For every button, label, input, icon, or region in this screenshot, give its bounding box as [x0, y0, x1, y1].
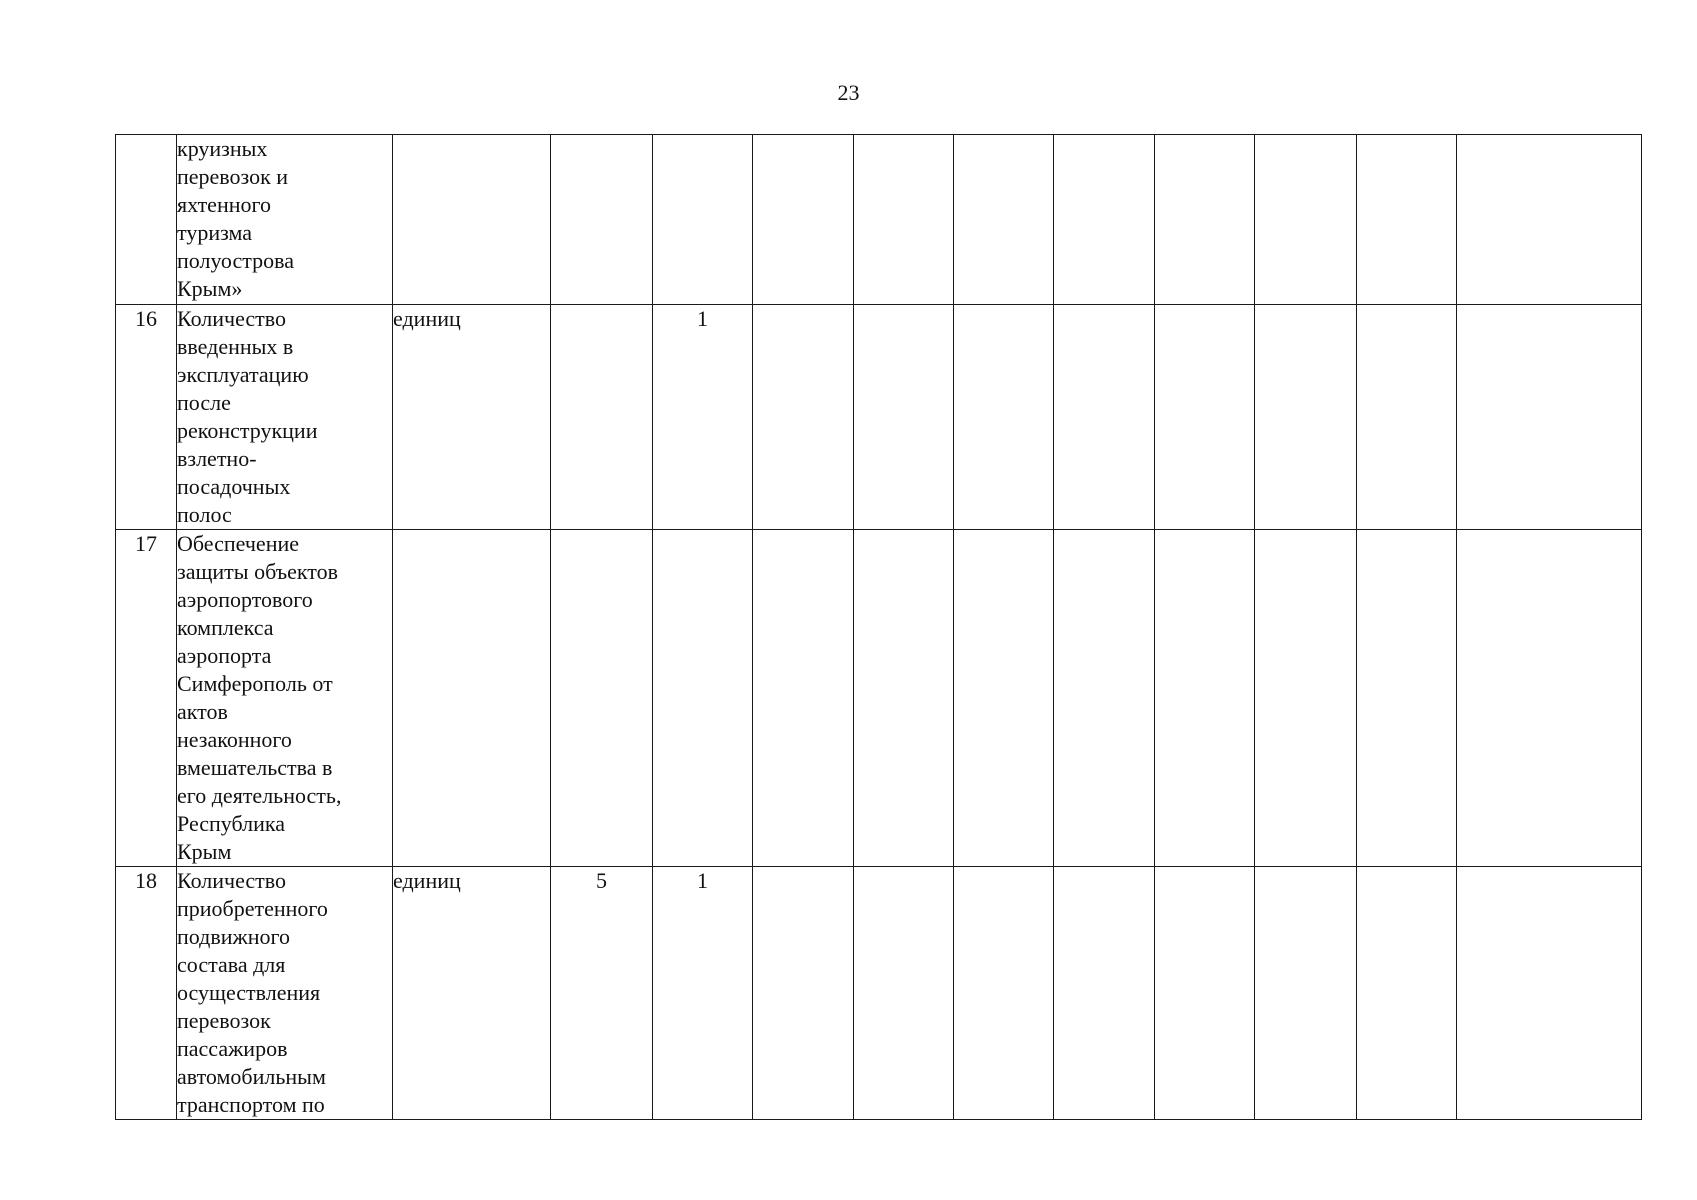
indicator-name: Количество приобретенного подвижного состава для осуществления перевозок пассажиров автомобильным транспортом по	[177, 867, 393, 1120]
empty-cell	[1054, 867, 1155, 1120]
empty-cell	[753, 135, 854, 305]
empty-cell	[854, 867, 954, 1120]
empty-cell	[1457, 867, 1642, 1120]
empty-cell	[1255, 305, 1357, 530]
empty-cell	[1054, 135, 1155, 305]
empty-cell	[1357, 867, 1457, 1120]
indicator-name: круизных перевозок и яхтенного туризма полуострова Крым»	[177, 135, 393, 305]
value-cell: 5	[551, 867, 653, 1120]
empty-cell	[1155, 530, 1255, 867]
empty-cell	[1357, 135, 1457, 305]
empty-cell	[753, 530, 854, 867]
value-cell	[653, 135, 753, 305]
indicator-name: Количество введенных в эксплуатацию после реконструкции взлетно- посадочных полос	[177, 305, 393, 530]
empty-cell	[1457, 135, 1642, 305]
empty-cell	[1357, 530, 1457, 867]
unit-cell	[393, 530, 551, 867]
empty-cell	[1054, 305, 1155, 530]
indicator-table	[115, 134, 1642, 1120]
indicator-name: Обеспечение защиты объектов аэропортового комплекса аэропорта Симферополь от актов незаконного вмешательства в его деятельность, Республика Крым	[177, 530, 393, 867]
value-cell	[551, 530, 653, 867]
row-number: 18	[116, 867, 177, 1120]
value-cell: 1	[653, 305, 753, 530]
value-cell	[551, 305, 653, 530]
row-number	[116, 135, 177, 305]
table-row	[116, 135, 1642, 305]
empty-cell	[1255, 867, 1357, 1120]
unit-cell	[393, 135, 551, 305]
table-row	[116, 305, 1642, 530]
empty-cell	[1255, 135, 1357, 305]
value-cell	[653, 530, 753, 867]
empty-cell	[1357, 305, 1457, 530]
empty-cell	[854, 135, 954, 305]
empty-cell	[1054, 530, 1155, 867]
unit-cell: единиц	[393, 305, 551, 530]
value-cell: 1	[653, 867, 753, 1120]
empty-cell	[753, 867, 854, 1120]
table-row	[116, 867, 1642, 1120]
page-number: 23	[837, 80, 860, 105]
empty-cell	[1155, 305, 1255, 530]
empty-cell	[1457, 305, 1642, 530]
empty-cell	[1255, 530, 1357, 867]
empty-cell	[1155, 867, 1255, 1120]
value-cell	[551, 135, 653, 305]
empty-cell	[753, 305, 854, 530]
empty-cell	[1457, 530, 1642, 867]
empty-cell	[954, 305, 1054, 530]
row-number: 16	[116, 305, 177, 530]
empty-cell	[854, 305, 954, 530]
empty-cell	[954, 867, 1054, 1120]
empty-cell	[1155, 135, 1255, 305]
empty-cell	[854, 530, 954, 867]
unit-cell: единиц	[393, 867, 551, 1120]
empty-cell	[954, 530, 1054, 867]
row-number: 17	[116, 530, 177, 867]
empty-cell	[954, 135, 1054, 305]
table-row	[116, 530, 1642, 867]
